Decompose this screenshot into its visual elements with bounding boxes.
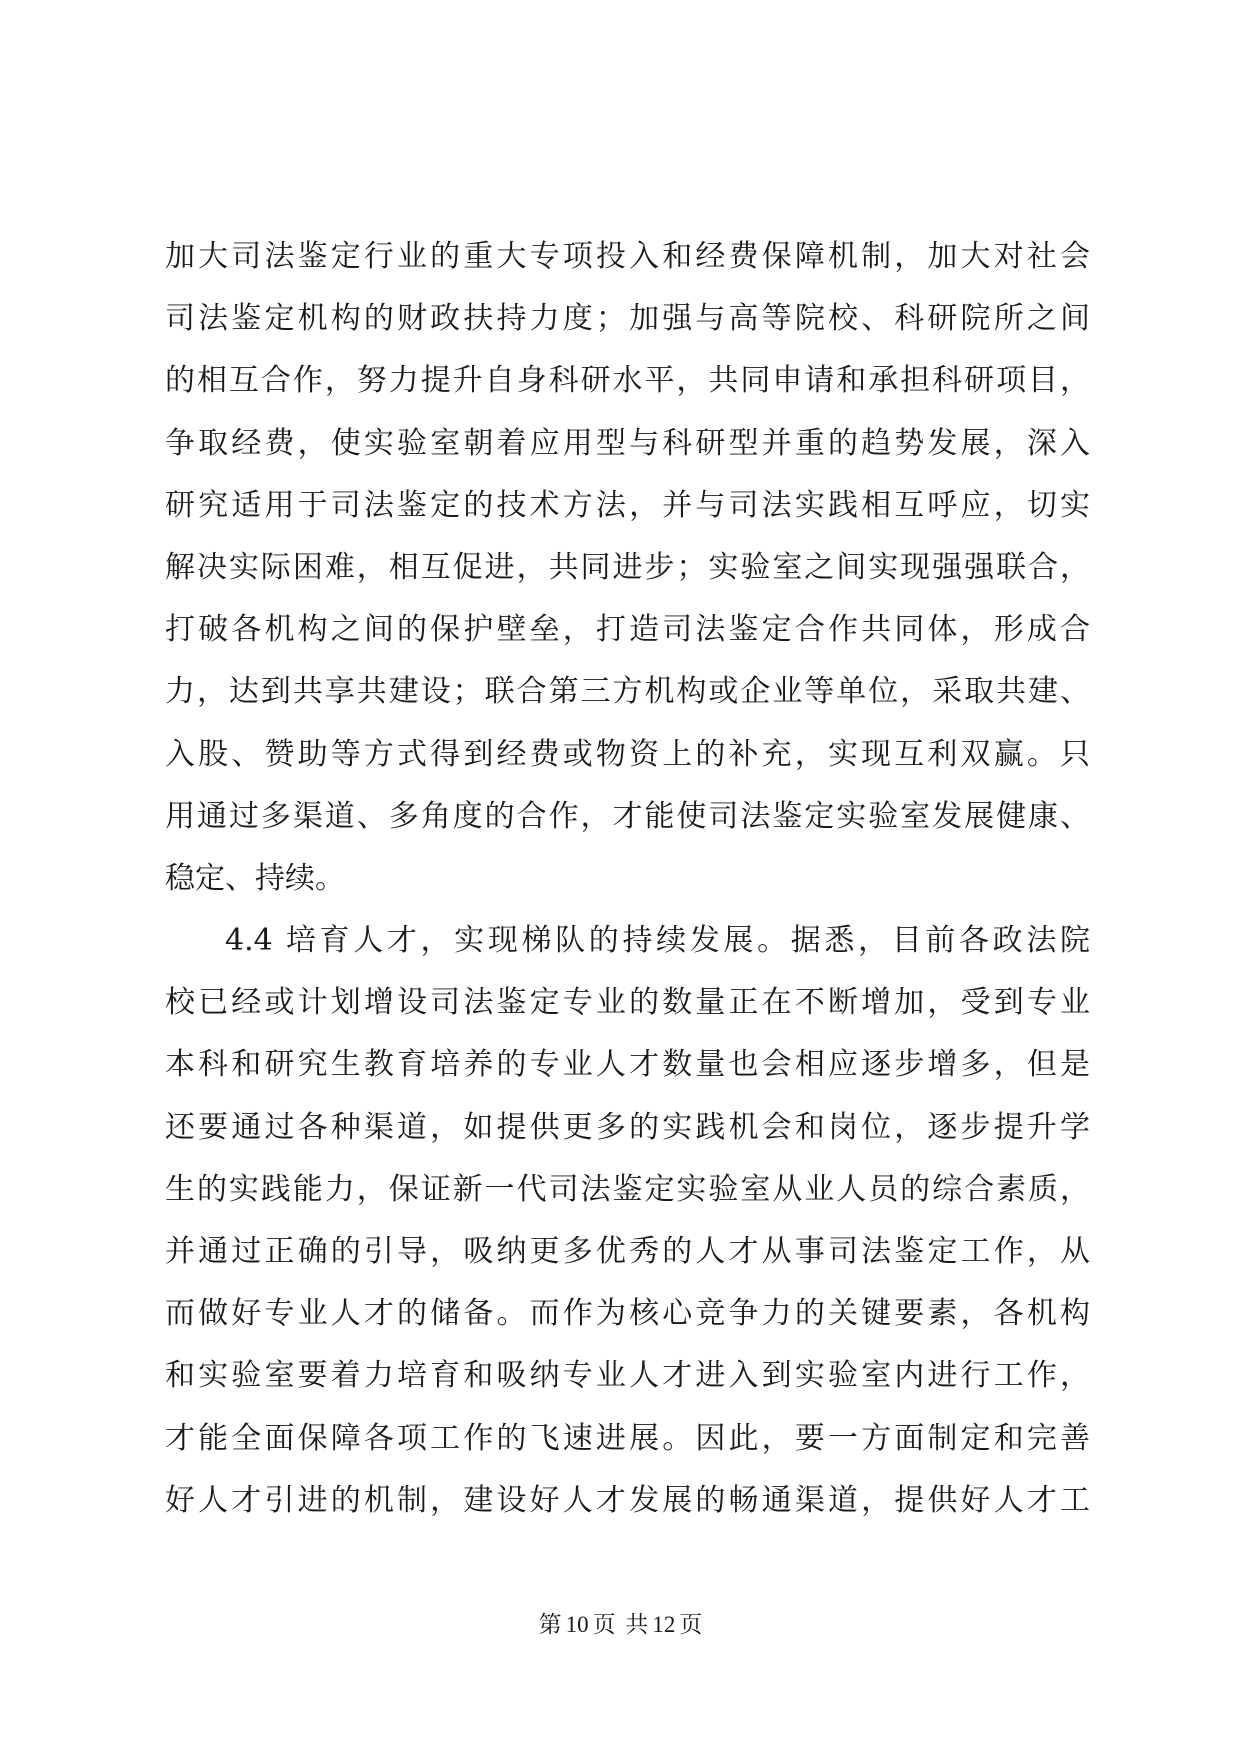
text-line: 的相互合作，努力提升自身科研水平，共同申请和承担科研项目， [165,363,1090,399]
text-line: 才能全面保障各项工作的飞速进展。因此，要一方面制定和完善 [165,1420,1090,1456]
text-line: 入股、赞助等方式得到经费或物资上的补充，实现互利双赢。只 [165,736,1090,772]
text-line: 好人才引进的机制，建设好人才发展的畅通渠道，提供好人才工 [165,1482,1090,1518]
text-line: 打破各机构之间的保护壁垒，打造司法鉴定合作共同体，形成合 [165,612,1090,648]
document-body [165,226,1090,1532]
text-line: 校已经或计划增设司法鉴定专业的数量正在不断增加，受到专业 [165,985,1090,1021]
text-line: 研究适用于司法鉴定的技术方法，并与司法实践相互呼应，切实 [165,487,1090,523]
text-line: 争取经费，使实验室朝着应用型与科研型并重的趋势发展，深入 [165,425,1090,461]
text-line: 并通过正确的引导，吸纳更多优秀的人才从事司法鉴定工作，从 [165,1234,1090,1269]
page-unit: 页 [592,1612,616,1637]
total-pages: 12 [652,1612,676,1637]
text-line: 生的实践能力，保证新一代司法鉴定实验室从业人员的综合素质， [165,1171,1090,1207]
text-line: 本科和研究生教育培养的专业人才数量也会相应逐步增多，但是 [165,1047,1090,1083]
paragraph-end-line: 稳定、持续。 [165,860,345,896]
text-line: 司法鉴定机构的财政扶持力度；加强与高等院校、科研院所之间 [165,301,1090,337]
section-heading-line: 4.4 培育人才，实现梯队的持续发展。据悉，目前各政法院 [225,923,1090,959]
text-line: 还要通过各种渠道，如提供更多的实践机会和岗位，逐步提升学 [165,1109,1090,1145]
text-line: 解决实际困难，相互促进，共同进步；实验室之间实现强强联合， [165,549,1090,585]
text-line: 力，达到共享共建设；联合第三方机构或企业等单位，采取共建、 [165,674,1090,710]
total-prefix: 共 [625,1612,649,1637]
text-line: 加大司法鉴定行业的重大专项投入和经费保障机制，加大对社会 [165,239,1090,274]
total-unit: 页 [679,1612,703,1637]
page-footer [0,1606,1241,1639]
text-line: 和实验室要着力培育和吸纳专业人才进入到实验室内进行工作， [165,1358,1090,1394]
text-line: 而做好专业人才的储备。而作为核心竞争力的关键要素，各机构 [165,1296,1090,1332]
text-line: 用通过多渠道、多角度的合作，才能使司法鉴定实验室发展健康、 [165,798,1090,834]
page-number: 10 [565,1612,589,1637]
page-prefix: 第 [538,1612,562,1637]
